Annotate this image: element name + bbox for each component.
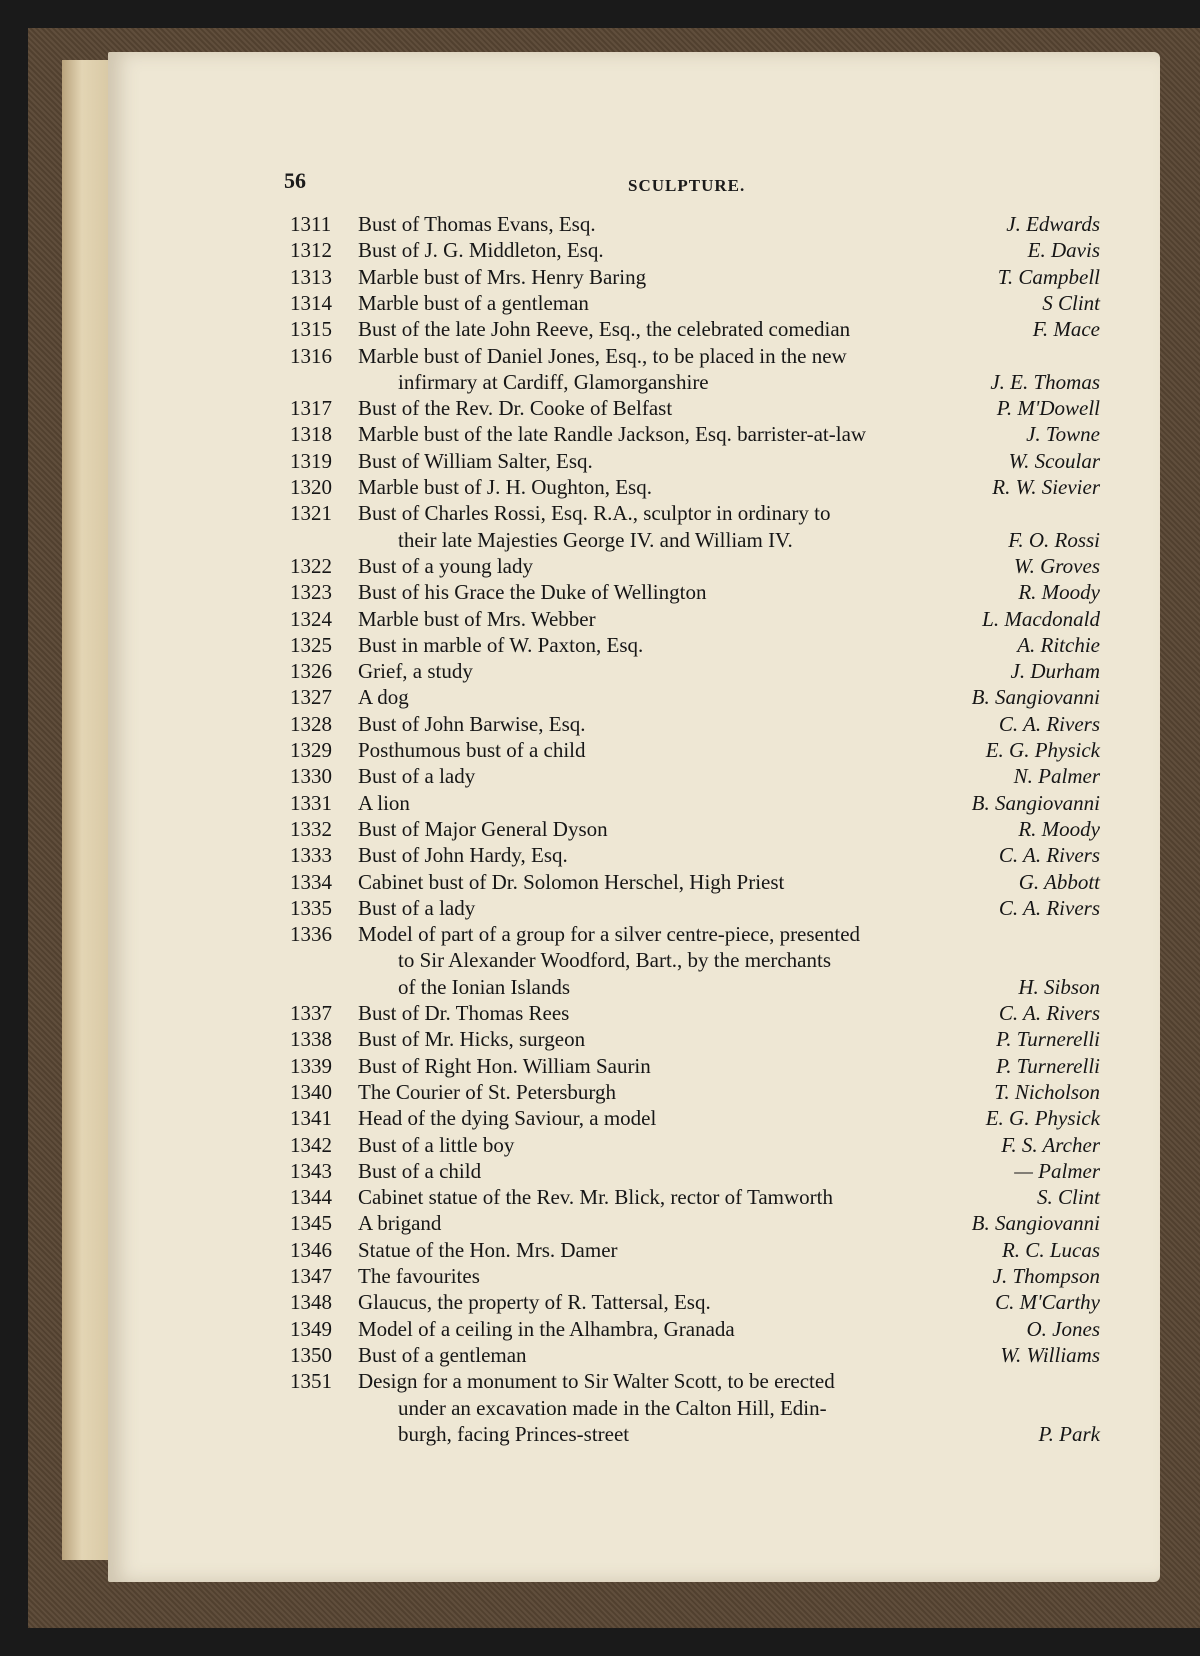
entry-description: Bust of Charles Rossi, Esq. R.A., sculptor in ordinary to [358,501,831,526]
entry-description: The favourites [358,1264,480,1288]
catalogue-entry [290,1317,1100,1344]
entry-number: 1320 [290,475,332,499]
entry-artist: R. Moody [1018,816,1100,841]
entry-description: Model of a ceiling in the Alhambra, Granada [358,1316,735,1341]
catalogue-entry [290,291,1100,318]
entry-number: 1322 [290,553,332,578]
catalogue-entry [290,1080,1100,1107]
entry-artist: R. Moody [1018,580,1100,605]
entry-description: Bust of John Hardy, Esq. [358,843,568,868]
entry-number: 1314 [290,290,332,315]
catalogue-entry [290,1211,1100,1238]
entry-description: Marble bust of Daniel Jones, Esq., to be placed in the new [358,343,847,368]
entry-description: Model of part of a group for a silver centre-piece, presented [358,922,861,947]
catalogue-entry [290,212,1100,239]
entry-description: Marble bust of Mrs. Webber [358,606,596,631]
entry-number: 1343 [290,1158,332,1183]
entry-artist: F. O. Rossi [1008,527,1100,552]
entry-description-continued: their late Majesties George IV. and William IV. [398,527,793,552]
catalogue-entry [290,238,1100,265]
entry-artist: J. Thompson [992,1264,1100,1288]
entry-description: Bust of J. G. Middleton, Esq. [358,238,604,263]
entry-description: Bust of John Barwise, Esq. [358,711,586,736]
entry-artist: E. Davis [1027,238,1100,263]
catalogue-entry [290,870,1100,897]
catalogue-entry-continuation [290,528,1100,555]
entry-artist: W. Scoular [1008,448,1100,473]
catalogue-entry [290,659,1100,686]
entry-description: Bust of Right Hon. William Saurin [358,1053,651,1078]
entry-description: Posthumous bust of a child [358,738,586,762]
entry-artist: C. A. Rivers [998,711,1100,736]
entry-description: Bust of Major General Dyson [358,816,608,841]
entry-number: 1325 [290,632,332,657]
running-head: SCULPTURE. [628,176,746,195]
entry-artist: W. Williams [1000,1342,1100,1367]
catalogue-entry [290,1185,1100,1212]
entry-artist: C. M'Carthy [995,1290,1100,1315]
entry-description-continued: of the Ionian Islands [398,974,571,999]
entry-number: 1315 [290,317,332,342]
catalogue-entry [290,554,1100,581]
catalogue-entry-continuation [290,1422,1100,1449]
entry-description: Design for a monument to Sir Walter Scott, to be erected [358,1369,835,1394]
entry-number: 1347 [290,1264,332,1288]
catalogue-entry [290,1027,1100,1054]
catalogue-entry-continuation [290,948,1100,975]
entry-number: 1340 [290,1079,332,1104]
entry-description: Bust of a lady [358,764,476,789]
catalogue-entry [290,764,1100,791]
entry-description: Bust of his Grace the Duke of Wellington [358,580,707,605]
entry-artist: R. W. Sievier [992,475,1100,499]
page-number: 56 [284,168,306,193]
catalogue-entry [290,712,1100,739]
entry-description: Marble bust of a gentleman [358,290,589,315]
entry-number: 1351 [290,1369,332,1394]
entry-description-continued: to Sir Alexander Woodford, Bart., by the merchants [398,948,831,973]
entry-number: 1339 [290,1053,332,1078]
catalogue-entry [290,580,1100,607]
entry-number: 1331 [290,790,332,815]
catalogue-entry [290,1054,1100,1081]
catalogue-entry [290,1106,1100,1133]
entry-number: 1332 [290,816,332,841]
entry-description: Bust of a lady [358,895,476,920]
entry-description: Cabinet bust of Dr. Solomon Herschel, High Priest [358,869,785,894]
catalogue-entry-continuation [290,370,1100,397]
entry-artist: E. G. Physick [985,738,1100,762]
entry-number: 1319 [290,448,332,473]
catalogue-entry [290,791,1100,818]
entry-description: Bust of a little boy [358,1132,515,1157]
entry-artist: B. Sangiovanni [971,790,1100,815]
catalogue-entry [290,317,1100,344]
entry-artist: C. A. Rivers [998,895,1100,920]
entry-description: Statue of the Hon. Mrs. Damer [358,1237,618,1262]
entry-number: 1323 [290,580,332,605]
entry-artist: T. Campbell [997,264,1100,289]
entry-number: 1349 [290,1316,332,1341]
catalogue-entry-continuation [290,1396,1100,1423]
entry-number: 1345 [290,1211,332,1236]
entry-artist: P. Turnerelli [996,1053,1100,1078]
entry-artist: R. C. Lucas [1001,1237,1100,1262]
entry-description: Bust of Thomas Evans, Esq. [358,212,596,236]
catalogue-entry [290,633,1100,660]
entry-number: 1316 [290,343,332,368]
catalogue-entry-continuation [290,975,1100,1002]
entry-number: 1338 [290,1027,332,1052]
entry-artist: J. E. Thomas [990,369,1100,394]
entry-description: Bust of a gentleman [358,1342,527,1367]
page-edge [62,60,112,1560]
entry-number: 1312 [290,238,332,263]
catalogue-entry [290,922,1100,949]
catalogue-entry [290,449,1100,476]
entry-number: 1335 [290,895,332,920]
entry-number: 1324 [290,606,332,631]
catalogue-entry [290,501,1100,528]
entry-description: A brigand [358,1211,442,1236]
catalogue-entry [290,896,1100,923]
entry-number: 1333 [290,843,332,868]
entry-artist: P. Park [1038,1421,1100,1446]
entry-artist: E. G. Physick [985,1106,1100,1131]
entry-description: Bust of Dr. Thomas Rees [358,1001,570,1025]
entry-artist: P. Turnerelli [996,1027,1100,1052]
entry-number: 1346 [290,1237,332,1262]
entry-description: Bust of William Salter, Esq. [358,448,593,473]
entry-description: Marble bust of J. H. Oughton, Esq. [358,475,652,499]
catalogue-entry [290,475,1100,502]
entry-artist: T. Nicholson [994,1079,1100,1104]
catalogue-entry [290,396,1100,423]
entry-artist: A. Ritchie [1017,632,1100,657]
catalogue-entry [290,1159,1100,1186]
entry-description: A dog [358,685,409,710]
entry-artist: J. Edwards [1006,212,1100,236]
entry-artist: S. Clint [1036,1185,1100,1210]
entry-artist: C. A. Rivers [998,1001,1100,1025]
catalogue-entry [290,1290,1100,1317]
catalogue-entry [290,1264,1100,1291]
catalogue-entry [290,1001,1100,1028]
entry-description: Glaucus, the property of R. Tattersal, Esq. [358,1290,711,1315]
entry-artist: G. Abbott [1018,869,1100,894]
catalogue-entry [290,344,1100,371]
entry-number: 1330 [290,764,332,789]
entry-description: Grief, a study [358,659,473,684]
entry-artist: C. A. Rivers [998,843,1100,868]
catalogue-entry [290,1343,1100,1370]
entry-number: 1341 [290,1106,332,1131]
entry-artist: J. Durham [1010,659,1100,684]
entry-artist: N. Palmer [1013,764,1100,789]
catalogue-entry [290,1369,1100,1396]
catalogue-entry [290,817,1100,844]
entry-description: Bust in marble of W. Paxton, Esq. [358,632,644,657]
catalogue-entry [290,607,1100,634]
entry-number: 1327 [290,685,332,710]
entry-number: 1326 [290,659,332,684]
entry-number: 1318 [290,422,332,447]
entry-artist: L. Macdonald [982,606,1100,631]
entry-artist: B. Sangiovanni [971,1211,1100,1236]
entry-description: A lion [358,790,410,815]
entry-number: 1321 [290,501,332,526]
catalogue-entry [290,685,1100,712]
entry-number: 1348 [290,1290,332,1315]
entry-number: 1336 [290,922,332,947]
entry-description: Bust of the late John Reeve, Esq., the celebrated comedian [358,317,851,342]
entry-description: Marble bust of Mrs. Henry Baring [358,264,647,289]
catalogue-entry [290,1238,1100,1265]
entry-number: 1344 [290,1185,332,1210]
entry-number: 1337 [290,1001,332,1025]
entry-description: Head of the dying Saviour, a model [358,1106,657,1131]
catalogue-entry [290,843,1100,870]
entry-artist: F. Mace [1032,317,1100,342]
entry-number: 1317 [290,396,332,421]
entry-number: 1328 [290,711,332,736]
entry-description: Bust of the Rev. Dr. Cooke of Belfast [358,396,673,421]
entry-artist: — Palmer [1014,1158,1100,1183]
entry-description-continued: burgh, facing Princes-street [398,1421,630,1446]
entry-number: 1313 [290,264,332,289]
entry-description-continued: under an excavation made in the Calton Hill, Edin- [398,1395,827,1420]
entry-artist: O. Jones [1026,1316,1100,1341]
entry-number: 1350 [290,1342,332,1367]
entry-number: 1329 [290,738,332,762]
entry-artist: P. M'Dowell [996,396,1100,421]
entry-description: Bust of a young lady [358,553,533,578]
catalogue-entry [290,738,1100,765]
entry-number: 1334 [290,869,332,894]
entry-description: The Courier of St. Petersburgh [358,1079,616,1104]
entry-artist: J. Towne [1026,422,1100,447]
entry-artist: F. S. Archer [1001,1132,1100,1157]
entry-artist: S Clint [1042,290,1100,315]
catalogue-entry [290,422,1100,449]
entry-description: Bust of a child [358,1158,482,1183]
entry-number: 1342 [290,1132,332,1157]
entry-artist: W. Groves [1014,553,1100,578]
catalogue-entry [290,265,1100,292]
entry-artist: H. Sibson [1018,974,1100,999]
entry-description: Marble bust of the late Randle Jackson, Esq. barrister-at-law [358,422,867,447]
entry-number: 1311 [290,212,332,236]
entry-description: Cabinet statue of the Rev. Mr. Blick, rector of Tamworth [358,1185,834,1210]
entry-description-continued: infirmary at Cardiff, Glamorganshire [398,369,709,394]
entry-description: Bust of Mr. Hicks, surgeon [358,1027,586,1052]
catalogue-entry [290,1133,1100,1160]
entry-artist: B. Sangiovanni [971,685,1100,710]
